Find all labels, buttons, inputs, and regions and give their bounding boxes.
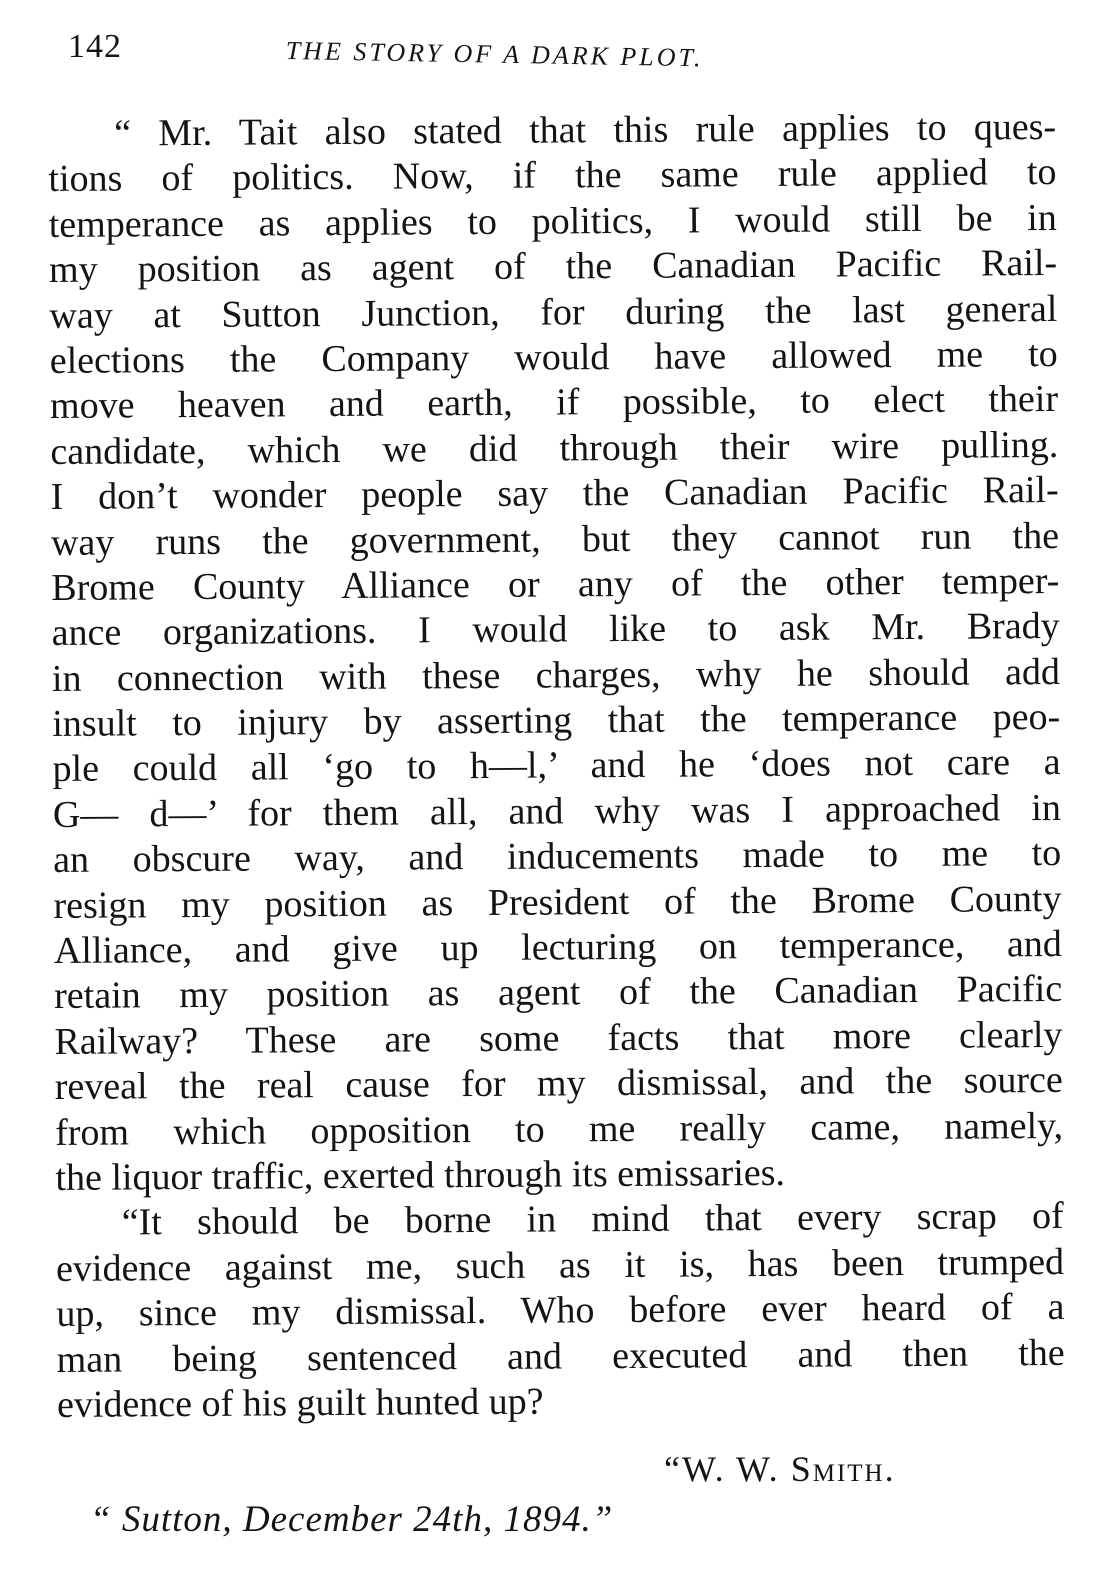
text-line: my position as agent of the Canadian Pacific Rail- <box>48 242 1058 292</box>
text-line: retain my position as agent of the Canadian Pacific <box>54 968 1063 1018</box>
text-line: way runs the government, but they cannot run the <box>50 514 1060 564</box>
text-line: evidence of his guilt hunted up? <box>56 1380 544 1426</box>
text-line: “ Mr. Tait also stated that this rule applies to ques- <box>114 105 1057 155</box>
text-line: Railway? These are some facts that more clearly <box>54 1013 1063 1063</box>
text-line: ple could all ‘go to h—l,’ and he ‘does not care a <box>52 741 1061 791</box>
text-line: G— d—’ for them all, and why was I approached in <box>52 786 1062 836</box>
text-line: Alliance, and give up lecturing on temperance, and <box>53 922 1062 973</box>
signature-surname: Smith. <box>790 1449 896 1489</box>
text-line: evidence against me, such as it is, has been trumped <box>55 1240 1065 1290</box>
text-line: candidate, which we did through their wire pulling. <box>50 423 1059 473</box>
text-line: elections the Company would have allowed me to <box>49 332 1058 382</box>
text-line: in connection with these charges, why he should add <box>51 650 1061 700</box>
text-line: “It should be borne in mind that every scrap of <box>121 1195 1064 1244</box>
text-line: tions of politics. Now, if the same rule applied to <box>48 151 1057 201</box>
text-line: insult to injury by asserting that the temperance peo- <box>52 696 1061 746</box>
text-line: from which opposition to me really came, namely, <box>54 1104 1064 1154</box>
text-line: I don’t wonder people say the Canadian Pacific Rail- <box>50 469 1059 519</box>
body-text <box>48 105 1065 1428</box>
text-line: up, since my dismissal. Who before ever heard of a <box>56 1286 1065 1336</box>
page-header <box>68 28 868 73</box>
text-line: way at Sutton Junction, for during the last general <box>49 287 1058 337</box>
text-line: ance organizations. I would like to ask Mr. Brady <box>51 605 1060 655</box>
signature <box>664 1448 896 1490</box>
text-line: reveal the real cause for my dismissal, and the source <box>54 1059 1063 1109</box>
page-number: 142 <box>68 28 122 65</box>
signature-initials: “W. W. <box>664 1449 791 1489</box>
text-line: man being sentenced and executed and then the <box>56 1331 1065 1381</box>
text-line: temperance as applies to politics, I would still be in <box>48 196 1057 246</box>
text-line: Brome County Alliance or any of the other temper- <box>51 559 1060 609</box>
paragraph-2 <box>56 1194 1066 1428</box>
running-head: THE STORY OF A DARK PLOT. <box>285 36 704 73</box>
text-line: an obscure way, and inducements made to me to <box>53 832 1062 882</box>
text-line: the liquor traffic, exerted through its emissaries. <box>55 1151 786 1199</box>
text-line: resign my position as President of the Brome County <box>53 877 1062 927</box>
dateline: “ Sutton, December 24th, 1894.” <box>90 1499 614 1540</box>
text-line: move heaven and earth, if possible, to elect their <box>49 378 1059 428</box>
paragraph-1 <box>48 105 1064 1201</box>
